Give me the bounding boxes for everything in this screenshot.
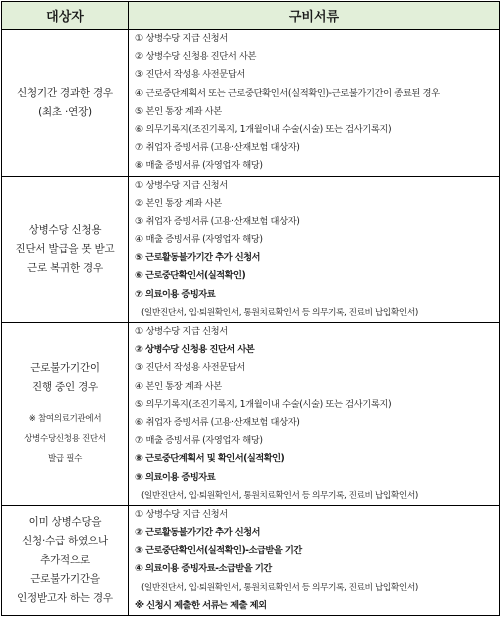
document-item: ⑨ 의료이용 증빙자료: [135, 471, 216, 483]
document-item: ④ 매출 증빙서류 (자영업자 해당): [135, 234, 263, 246]
document-item: ⑧ 근로중단계획서 및 확인서(실적확인): [135, 453, 285, 465]
target-line: 이미 상병수당을: [28, 515, 102, 528]
document-item: ① 상병수당 지급 신청서: [135, 179, 228, 191]
table-row: [2, 30, 500, 177]
header-documents: 구비서류: [129, 2, 500, 30]
target-cell: [2, 323, 129, 506]
document-item: ⑦ 매출 증빙서류 (자영업자 해당): [135, 435, 263, 447]
document-item: ④ 근로중단계획서 또는 근로중단확인서(실적확인)-근로불가기간이 종료된 경우: [135, 87, 440, 99]
target-line: 진단서 발급을 못 받고: [15, 242, 115, 255]
target-note: ※ 참여의료기관에서: [28, 413, 102, 424]
table-row: [2, 505, 500, 615]
target-line: 추가적으로: [40, 553, 90, 566]
document-item: ③ 근로중단확인서(실적확인)-소급받을 기간: [135, 545, 302, 557]
target-note: 발급 필수: [47, 453, 83, 464]
header-target: 대상자: [2, 2, 129, 30]
document-item: (일반진단서, 입·퇴원확인서, 통원치료확인서 등 의무기록, 진료비 납입확인서): [141, 307, 418, 318]
target-note: 상병수당신청용 진단서: [24, 433, 106, 444]
documents-cell: [129, 30, 500, 177]
target-cell: [2, 505, 129, 615]
document-item: ③ 진단서 작성용 사전문답서: [135, 362, 245, 374]
header-row: [2, 2, 500, 30]
document-item: ⑥ 근로중단확인서(실적확인): [135, 270, 246, 282]
documents-cell: [129, 323, 500, 506]
document-item: ② 본인 통장 계좌 사본: [135, 197, 222, 209]
documents-table: [1, 1, 500, 616]
table-row: [2, 176, 500, 323]
document-item: ⑧ 매출 증빙서류 (자영업자 해당): [135, 160, 263, 172]
document-item: ⑥ 취업자 증빙서류 (고용·산재보험 대상자): [135, 416, 300, 428]
document-item: (일반진단서, 입·퇴원확인서, 통원치료확인서 등 의무기록, 진료비 납입확인서): [141, 582, 418, 593]
document-item: ① 상병수당 지급 신청서: [135, 508, 228, 520]
document-item: ⑤ 근로활동불가기간 추가 신청서: [135, 252, 260, 264]
target-line: 근로불가기간이: [30, 361, 100, 374]
documents-cell: [129, 176, 500, 323]
document-item: ⑦ 의료이용 증빙자료: [135, 288, 216, 300]
document-item: ⑥ 의무기록지(조진기록지, 1개월이내 수술(시술) 또는 검사기록지): [135, 123, 392, 135]
document-item: (일반진단서, 입·퇴원확인서, 통원치료확인서 등 의무기록, 진료비 납입확인서): [141, 490, 418, 501]
document-item: ④ 의료이용 증빙자료-소급받을 기간: [135, 563, 272, 575]
target-cell: [2, 176, 129, 323]
target-line: 상병수당 신청용: [28, 223, 102, 236]
target-line: (최초 ·연장): [38, 105, 92, 118]
target-line: 근로불가기간을: [30, 572, 100, 585]
target-line: 인정받고자 하는 경우: [17, 591, 113, 604]
document-item: ⑤ 의무기록지(조진기록지, 1개월이내 수술(시술) 또는 검사기록지): [135, 398, 392, 410]
document-item: ④ 본인 통장 계좌 사본: [135, 380, 222, 392]
documents-cell: [129, 505, 500, 615]
document-item: ① 상병수당 지급 신청서: [135, 326, 228, 337]
document-item: ⑦ 취업자 증빙서류 (고용·산재보험 대상자): [135, 142, 300, 154]
spacer: [6, 397, 124, 409]
document-item: ② 근로활동불가기간 추가 신청서: [135, 527, 260, 539]
document-item: ② 상병수당 신청용 진단서 사본: [135, 344, 255, 356]
document-item: ② 상병수당 신청용 진단서 사본: [135, 51, 257, 63]
document-item: ③ 취업자 증빙서류 (고용·산재보험 대상자): [135, 215, 300, 227]
document-item: ⑤ 본인 통장 계좌 사본: [135, 105, 222, 117]
target-line: 진행 중인 경우: [32, 380, 98, 393]
document-item: ① 상병수당 지급 신청서: [135, 33, 228, 44]
table-row: [2, 323, 500, 506]
target-line: 근로 복귀한 경우: [27, 261, 103, 274]
target-line: 신청기간 경과한 경우: [17, 86, 113, 99]
target-cell: [2, 30, 129, 177]
document-item: ③ 진단서 작성용 사전문답서: [135, 69, 245, 81]
target-line: 신청·수급 하였으나: [22, 534, 108, 547]
note-item: ※ 신청시 제출한 서류는 제출 제외: [135, 599, 267, 611]
